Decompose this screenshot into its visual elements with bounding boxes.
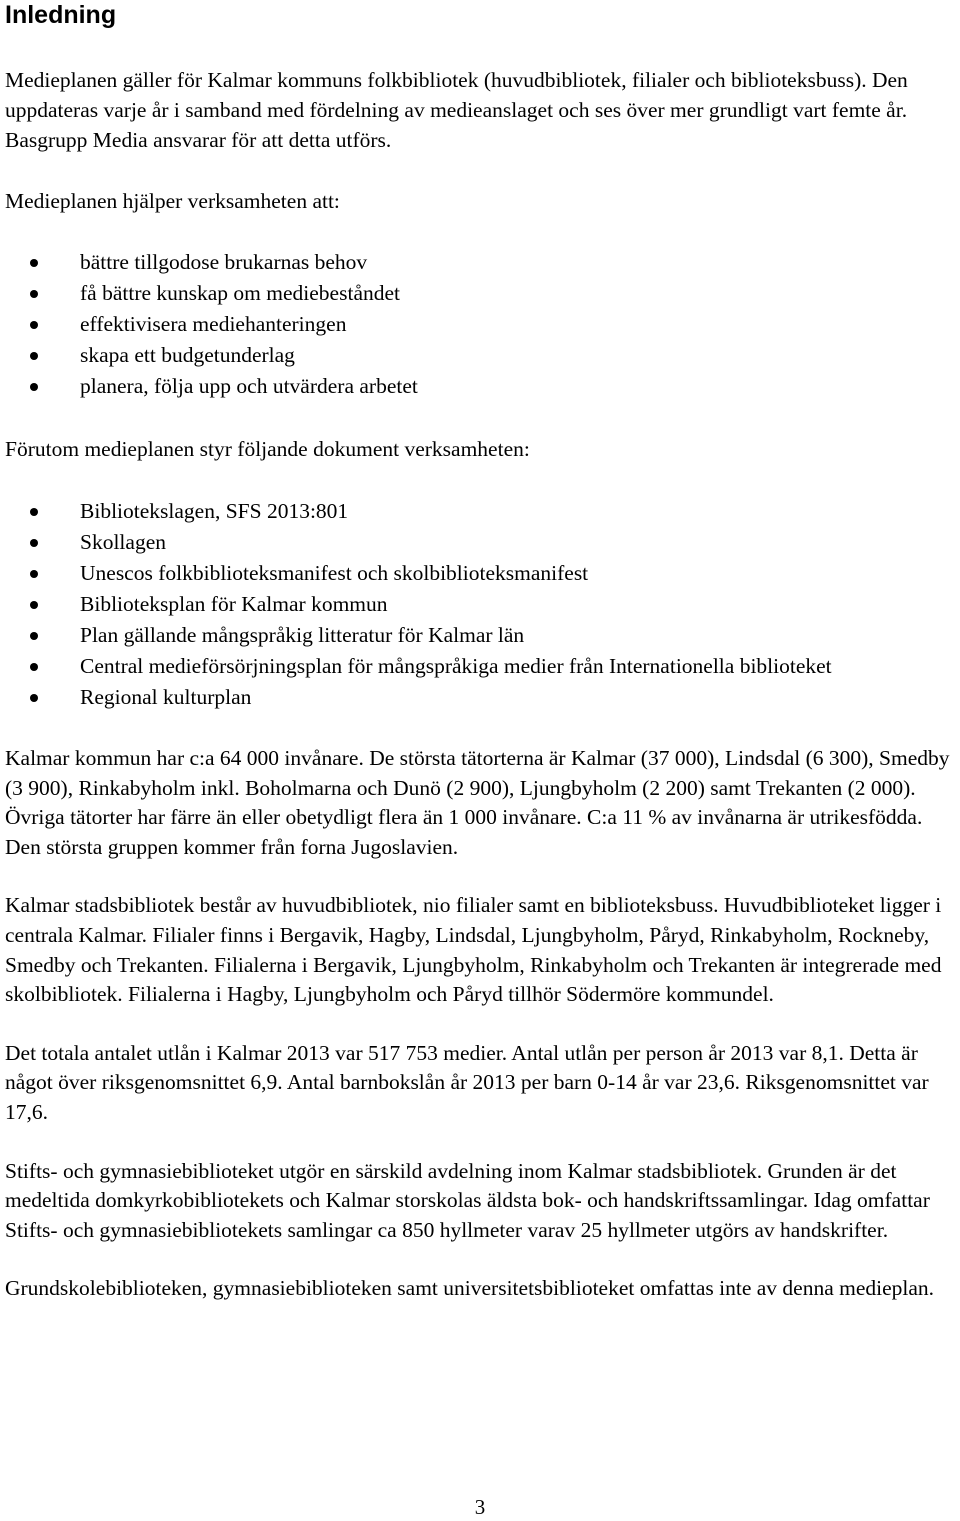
- list-item: bättre tillgodose brukarnas behov: [5, 247, 950, 278]
- list-item: Central medieförsörjningsplan för mångspråkiga medier från Internationella biblioteket: [5, 651, 950, 682]
- bullet-icon: [30, 508, 38, 516]
- diocese-library-paragraph: Stifts- och gymnasiebiblioteket utgör en särskild avdelning inom Kalmar stadsbibliotek. Grunden är det medeltida domkyrkobibliotekets och Kalmar storskolas äldsta bok- och handskriftssamlingar. Idag omfattar Stifts- och gymnasiebibliotekets samlingar ca 850 hyllmeter varav 25 hyllmeter utgörs av handskrifter.: [5, 1158, 930, 1242]
- list-item: Biblioteksplan för Kalmar kommun: [5, 589, 950, 620]
- bullet-icon: [30, 321, 38, 329]
- section-heading: Inledning: [5, 1, 117, 29]
- list-item: Skollagen: [5, 527, 950, 558]
- bullet-icon: [30, 290, 38, 298]
- bullet-icon: [30, 632, 38, 640]
- bullet-icon: [30, 694, 38, 702]
- documents-lead: Förutom medieplanen styr följande dokument verksamheten:: [5, 437, 530, 461]
- bullet-icon: [30, 383, 38, 391]
- bullet-icon: [30, 259, 38, 267]
- documents-list: [5, 496, 950, 713]
- list-item: Regional kulturplan: [5, 682, 950, 713]
- population-paragraph: Kalmar kommun har c:a 64 000 invånare. De största tätorterna är Kalmar (37 000), Lindsdal (6 300), Smedby (3 900), Rinkabyholm inkl. Boholmarna och Dunö (2 900), Ljungbyholm (2 200) samt Trekanten (2 000). Övriga tätorter har färre än eller obetydligt flera än 1 000 invånare. C:a 11 % av invånarna är utrikesfödda. Den största gruppen kommer från forna Jugoslavien.: [5, 746, 950, 859]
- bullet-icon: [30, 601, 38, 609]
- bullet-icon: [30, 663, 38, 671]
- bullet-icon: [30, 352, 38, 360]
- library-structure-paragraph: Kalmar stadsbibliotek består av huvudbibliotek, nio filialer samt en biblioteksbuss. Huvudbiblioteket ligger i centrala Kalmar. Filialer finns i Bergavik, Hagby, Lindsdal, Ljungbyholm, Påryd, Rinkabyholm, Rockneby, Smedby och Trekanten. Filialerna i Bergavik, Ljungbyholm, Rinkabyholm och Trekanten är integrerade med skolbibliotek. Filialerna i Hagby, Ljungbyholm och Påryd tillhör Södermöre kommundel.: [5, 893, 942, 1007]
- list-item: Unescos folkbiblioteksmanifest och skolbiblioteksmanifest: [5, 558, 950, 589]
- list-item: skapa ett budgetunderlag: [5, 340, 950, 371]
- exclusion-paragraph: Grundskolebiblioteken, gymnasiebiblioteken samt universitetsbiblioteket omfattas inte av denna medieplan.: [5, 1276, 935, 1301]
- page-number: 3: [474, 1495, 486, 1519]
- bullet-icon: [30, 570, 38, 578]
- list-item: få bättre kunskap om mediebeståndet: [5, 278, 950, 309]
- list-item: Bibliotekslagen, SFS 2013:801: [5, 496, 950, 527]
- intro-paragraph: Medieplanen gäller för Kalmar kommuns folkbibliotek (huvudbibliotek, filialer och biblioteksbuss). Den uppdateras varje år i samband med fördelning av medieanslaget och ses över mer grundligt vart femte år. Basgrupp Media ansvarar för att detta utförs.: [5, 68, 908, 152]
- list-item: planera, följa upp och utvärdera arbetet: [5, 371, 950, 402]
- document-page: [5, 0, 950, 1304]
- loans-paragraph: Det totala antalet utlån i Kalmar 2013 var 517 753 medier. Antal utlån per person år 2013 var 8,1. Detta är något över riksgenomsnittet 6,9. Antal barnbokslån år 2013 per barn 0-14 år var 23,6. Riksgenomsnittet var 17,6.: [5, 1040, 929, 1124]
- list-item: effektivisera mediehanteringen: [5, 309, 950, 340]
- goals-lead: Medieplanen hjälper verksamheten att:: [5, 189, 340, 213]
- list-item: Plan gällande mångspråkig litteratur för Kalmar län: [5, 620, 950, 651]
- goals-list: [5, 247, 950, 402]
- bullet-icon: [30, 539, 38, 547]
